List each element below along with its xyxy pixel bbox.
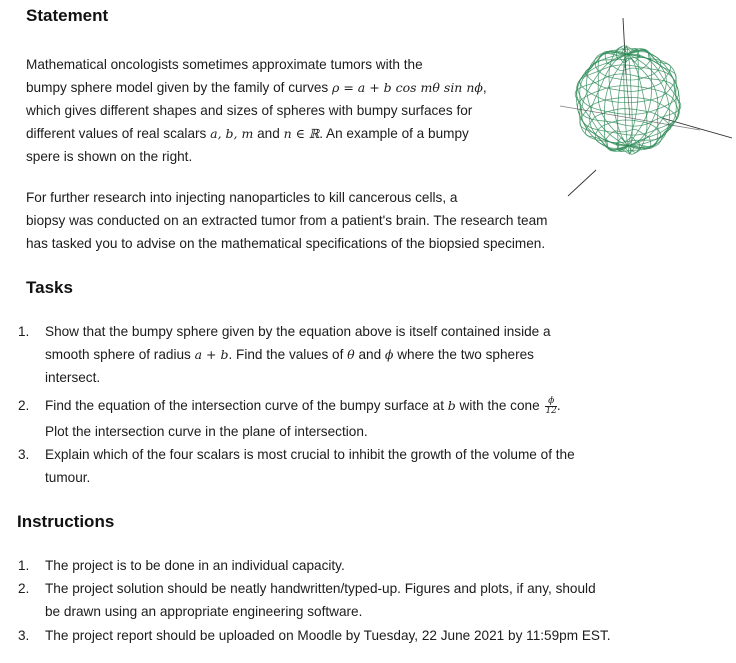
instruction-2-line-1: The project solution should be neatly handwritten/typed-up. Figures and plots, if any, should <box>45 581 596 596</box>
instruction-2-line-2: be drawn using an appropriate engineering software. <box>45 604 363 619</box>
research-line-3: has tasked you to advise on the mathematical specifications of the biopsied specimen. <box>26 236 546 251</box>
statement-heading: Statement <box>26 6 109 25</box>
tasks-heading: Tasks <box>26 278 73 297</box>
instruction-3-number: 3. <box>18 628 30 643</box>
statement-line-2 <box>26 79 487 97</box>
bumpy-sphere-wireframe-icon <box>560 18 732 198</box>
task-1-number: 1. <box>18 324 30 339</box>
task-3-line-1: Explain which of the four scalars is most crucial to inhibit the growth of the volume of the <box>45 447 575 462</box>
task-1-line-3: intersect. <box>45 370 101 385</box>
instructions-heading: Instructions <box>17 512 115 531</box>
radius-math: a + b <box>194 347 229 362</box>
x-axis-line <box>662 118 732 138</box>
task-3-line-2: tumour. <box>45 470 91 485</box>
statement-line-5: spere is shown on the right. <box>26 149 193 164</box>
task-2-line-1-text: Find the equation of the intersection curve of the bumpy surface at <box>45 398 448 414</box>
cone-fraction-bottom: 12 <box>545 406 557 416</box>
research-line-2: biopsy was conducted on an extracted tumor from a patient's brain. The research team <box>26 213 548 228</box>
statement-line-2-end: , <box>482 80 487 95</box>
task-2-line-1-end: . <box>556 398 561 414</box>
statement-line-3: which gives different shapes and sizes of spheres with bumpy surfaces for <box>26 103 473 118</box>
bumpy-sphere-equation: ρ = a + b cos mθ sin nϕ <box>332 80 483 95</box>
statement-line-1: Mathematical oncologists sometimes approximate tumors with the <box>26 57 423 72</box>
task-2-line-1-mid: with the cone <box>455 398 544 414</box>
task-2-line-1 <box>45 397 561 416</box>
phi-math: ϕ <box>384 347 394 362</box>
task-1-line-2-text: smooth sphere of radius <box>45 347 195 362</box>
instruction-1-number: 1. <box>18 558 30 573</box>
statement-line-2-text: bumpy sphere model given by the family of curves <box>26 80 333 95</box>
instruction-2-number: 2. <box>18 581 30 596</box>
real-set-math: n ∈ ℝ <box>283 126 320 141</box>
mesh-parallel <box>577 65 678 115</box>
research-line-1: For further research into injecting nanoparticles to kill cancerous cells, a <box>26 190 458 205</box>
instruction-3-line-1: The project report should be uploaded on Moodle by Tuesday, 22 June 2021 by 11:59pm EST. <box>45 628 611 643</box>
task-1-line-2-mid: . Find the values of <box>228 347 348 362</box>
task-1-line-2-and: and <box>354 347 385 362</box>
statement-line-4-end: . An example of a bumpy <box>319 126 469 141</box>
z-axis-inner <box>626 74 630 118</box>
figure-axes <box>568 18 732 196</box>
cone-fraction-top: ϕ <box>545 397 556 407</box>
cone-fraction <box>545 397 556 416</box>
instruction-1-line-1: The project is to be done in an individual capacity. <box>45 558 345 573</box>
task-1-line-2 <box>45 346 534 364</box>
task-1-line-2-end: where the two spheres <box>393 347 534 362</box>
y-axis-line <box>568 170 596 196</box>
theta-math: θ <box>347 347 355 362</box>
scalars-math: a, b, m <box>210 126 254 141</box>
statement-line-4-text: different values of real scalars <box>26 126 211 141</box>
task-2-number: 2. <box>18 398 30 413</box>
task-1-line-1: Show that the bumpy sphere given by the equation above is itself contained inside a <box>45 324 551 339</box>
b-math: b <box>447 398 456 414</box>
statement-line-4 <box>26 125 469 143</box>
task-3-number: 3. <box>18 447 30 462</box>
task-2-line-2: Plot the intersection curve in the plane of intersection. <box>45 424 368 439</box>
statement-line-4-and: and <box>253 126 284 141</box>
